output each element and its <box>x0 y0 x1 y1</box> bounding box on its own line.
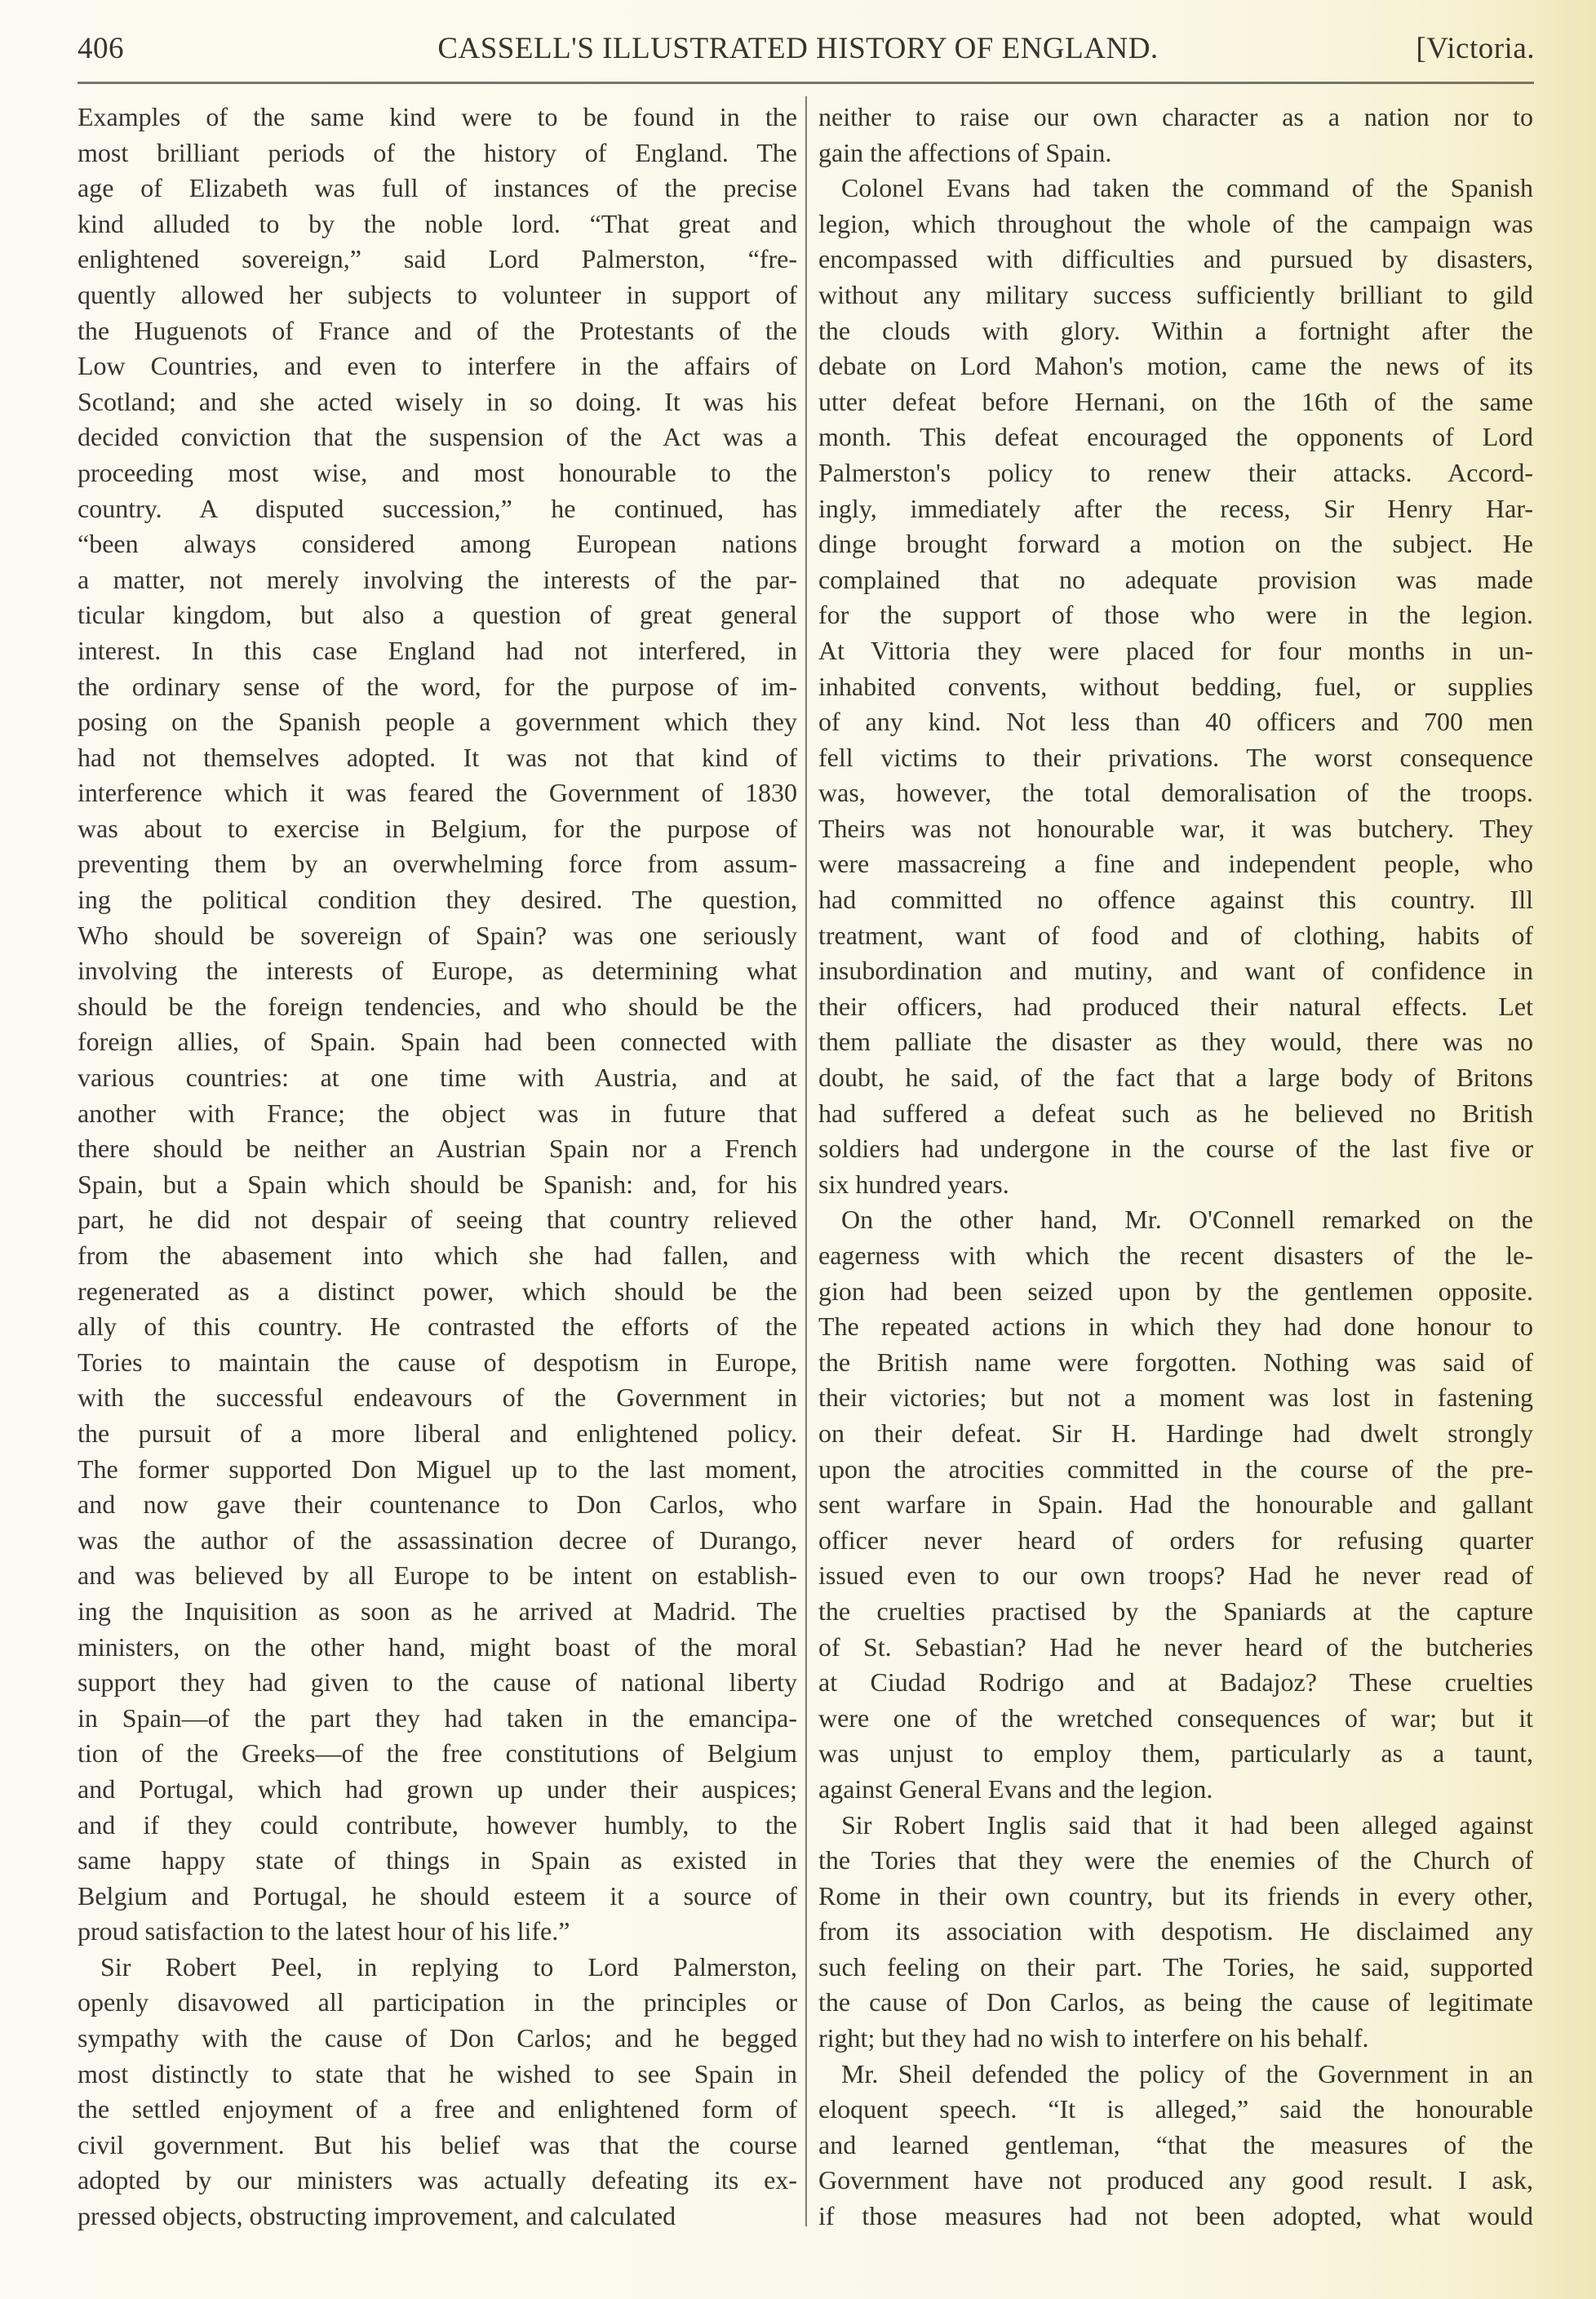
text-line: legion, which throughout the whole of the campaign was <box>818 208 1533 238</box>
text-line: complained that no adequate provision was made <box>818 564 1533 594</box>
text-line: interference which it was feared the Government of 1830 <box>78 778 797 808</box>
text-line: upon the atrocities committed in the course of the pre- <box>818 1454 1533 1484</box>
text-line: civil government. But his belief was that the course <box>78 2129 797 2159</box>
text-line: involving the interests of Europe, as determining what <box>78 956 797 986</box>
text-line: sent warfare in Spain. Had the honourable and gallant <box>818 1489 1533 1520</box>
text-line: the Tories that they were the enemies of the Church of <box>818 1845 1533 1875</box>
text-line: foreign allies, of Spain. Spain had been connected with <box>78 1027 797 1057</box>
text-line: the cause of Don Carlos, as being the cause of legitimate <box>818 1987 1533 2017</box>
text-line: was, however, the total demoralisation of the troops. <box>818 778 1533 808</box>
text-line: kind alluded to by the noble lord. “That great and <box>78 208 797 238</box>
text-line: their officers, had produced their natural effects. Let <box>818 991 1533 1021</box>
text-line: ally of this country. He contrasted the efforts of the <box>78 1311 797 1342</box>
text-line: ing the political condition they desired. The question, <box>78 885 797 915</box>
text-line: posing on the Spanish people a government which they <box>78 707 797 737</box>
text-line: from its association with despotism. He disclaimed any <box>818 1916 1533 1946</box>
running-title: CASSELL'S ILLUSTRATED HISTORY OF ENGLAND. <box>437 32 1159 65</box>
text-line: for the support of those who were in the legion. <box>818 600 1533 630</box>
text-line: regenerated as a distinct power, which should be the <box>78 1276 797 1306</box>
text-line: were massacreing a fine and independent people, who <box>818 849 1533 879</box>
text-line: Scotland; and she acted wisely in so doing. It was his <box>78 386 797 416</box>
text-line: At Vittoria they were placed for four months in un- <box>818 635 1533 665</box>
text-line: insubordination and mutiny, and want of confidence in <box>818 956 1533 986</box>
text-line: without any military success sufficiently brilliant to gild <box>818 279 1533 309</box>
text-line: six hundred years. <box>818 1169 1009 1199</box>
text-line: the cruelties practised by the Spaniards at the capture <box>818 1596 1533 1626</box>
text-line: gion had been seized upon by the gentlemen opposite. <box>818 1276 1533 1306</box>
text-line: The repeated actions in which they had done honour to <box>818 1311 1533 1342</box>
text-line: doubt, he said, of the fact that a large body of Britons <box>818 1063 1533 1093</box>
text-line: The former supported Don Miguel up to the last moment, <box>78 1454 797 1484</box>
text-line: support they had given to the cause of national liberty <box>78 1667 797 1698</box>
text-line: Colonel Evans had taken the command of the Spanish <box>841 173 1533 203</box>
text-line: had not themselves adopted. It was not that kind of <box>78 742 797 772</box>
text-line: age of Elizabeth was full of instances of the precise <box>78 173 797 203</box>
text-line: issued even to our own troops? Had he never read of <box>818 1560 1533 1591</box>
text-line: Theirs was not honourable war, it was butchery. They <box>818 813 1533 843</box>
page-number: 406 <box>78 32 124 65</box>
text-line: them palliate the disaster as they would, there was no <box>818 1027 1533 1057</box>
text-line: country. A disputed succession,” he continued, has <box>78 493 797 523</box>
text-line: debate on Lord Mahon's motion, came the news of its <box>818 351 1533 381</box>
text-line: most brilliant periods of the history of England. The <box>78 137 797 167</box>
text-line: and learned gentleman, “that the measures of the <box>818 2129 1533 2159</box>
text-line: the pursuit of a more liberal and enlightened policy. <box>78 1418 797 1448</box>
text-line: there should be neither an Austrian Spain nor a French <box>78 1134 797 1164</box>
text-line: Sir Robert Inglis said that it had been alleged against <box>841 1809 1533 1840</box>
text-line: officer never heard of orders for refusing quarter <box>818 1525 1533 1555</box>
text-line: eagerness with which the recent disasters of the le- <box>818 1240 1533 1270</box>
text-line: “been always considered among European nations <box>78 529 797 559</box>
text-line: ministers, on the other hand, might boast of the moral <box>78 1631 797 1662</box>
text-line: the clouds with glory. Within a fortnight after the <box>818 315 1533 345</box>
text-line: ing the Inquisition as soon as he arrived at Madrid. The <box>78 1596 797 1626</box>
text-line: on their defeat. Sir H. Hardinge had dwelt strongly <box>818 1418 1533 1448</box>
text-line: ingly, immediately after the recess, Sir Henry Har- <box>818 493 1533 523</box>
text-line: utter defeat before Hernani, on the 16th of the same <box>818 386 1533 416</box>
text-line: ticular kingdom, but also a question of great general <box>78 600 797 630</box>
text-line: decided conviction that the suspension of the Act was a <box>78 422 797 452</box>
text-line: fell victims to their privations. The worst consequence <box>818 742 1533 772</box>
text-line: was about to exercise in Belgium, for the purpose of <box>78 813 797 843</box>
text-line: part, he did not despair of seeing that country relieved <box>78 1205 797 1235</box>
text-line: their victories; but not a moment was lost in fastening <box>818 1383 1533 1413</box>
text-line: another with France; the object was in future that <box>78 1098 797 1128</box>
text-line: interest. In this case England had not interfered, in <box>78 635 797 665</box>
text-line: inhabited convents, without bedding, fuel, or supplies <box>818 671 1533 701</box>
text-line: same happy state of things in Spain as existed in <box>78 1845 797 1875</box>
text-line: the ordinary sense of the word, for the purpose of im- <box>78 671 797 701</box>
text-line: Belgium and Portugal, he should esteem it a source of <box>78 1880 797 1911</box>
text-line: and Portugal, which had grown up under their auspices; <box>78 1773 797 1804</box>
text-line: if those measures had not been adopted, what would <box>818 2201 1533 2231</box>
text-line: in Spain—of the part they had taken in the emancipa- <box>78 1702 797 1733</box>
text-line: Tories to maintain the cause of despotism in Europe, <box>78 1347 797 1377</box>
text-line: Low Countries, and even to interfere in the affairs of <box>78 351 797 381</box>
text-line: proud satisfaction to the latest hour of his life.” <box>78 1916 570 1946</box>
text-line: such feeling on their part. The Tories, he said, supported <box>818 1951 1533 1982</box>
right-column <box>818 100 1533 2235</box>
text-line: with the successful endeavours of the Government in <box>78 1383 797 1413</box>
text-line: sympathy with the cause of Don Carlos; and he begged <box>78 2023 797 2053</box>
text-line: should be the foreign tendencies, and who should be the <box>78 991 797 1021</box>
text-line: tion of the Greeks—of the free constitutions of Belgium <box>78 1738 797 1769</box>
text-line: gain the affections of Spain. <box>818 137 1112 167</box>
text-line: Examples of the same kind were to be found in the <box>78 102 797 131</box>
text-line: Rome in their own country, but its friends in every other, <box>818 1880 1533 1911</box>
text-line: had suffered a defeat such as he believed no British <box>818 1098 1533 1128</box>
text-line: On the other hand, Mr. O'Connell remarked on the <box>841 1205 1533 1235</box>
text-line: Mr. Sheil defended the policy of the Government in an <box>841 2058 1533 2088</box>
text-line: encompassed with difficulties and pursued by disasters, <box>818 244 1533 274</box>
text-line: enlightened sovereign,” said Lord Palmerston, “fre- <box>78 244 797 274</box>
text-line: various countries: at one time with Austria, and at <box>78 1063 797 1093</box>
text-line: Sir Robert Peel, in replying to Lord Palmerston, <box>100 1951 797 1982</box>
text-line: adopted by our ministers was actually defeating its ex- <box>78 2165 797 2195</box>
text-line: most distinctly to state that he wished to see Spain in <box>78 2058 797 2088</box>
text-line: of any kind. Not less than 40 officers and 700 men <box>818 707 1533 737</box>
text-line: the Huguenots of France and of the Protestants of the <box>78 315 797 345</box>
text-line: against General Evans and the legion. <box>818 1773 1213 1804</box>
text-line: Palmerston's policy to renew their attacks. Accord- <box>818 457 1533 487</box>
text-line: and if they could contribute, however humbly, to the <box>78 1809 797 1840</box>
header-rule <box>78 82 1534 84</box>
column-divider <box>805 96 807 2226</box>
text-line: eloquent speech. “It is alleged,” said the honourable <box>818 2094 1533 2124</box>
text-line: from the abasement into which she had fallen, and <box>78 1240 797 1270</box>
text-line: dinge brought forward a motion on the subject. He <box>818 529 1533 559</box>
text-line: Government have not produced any good result. I ask, <box>818 2165 1533 2195</box>
text-line: neither to raise our own character as a nation nor to <box>818 102 1533 131</box>
text-line: pressed objects, obstructing improvement, and calculated <box>78 2201 676 2231</box>
text-line: proceeding most wise, and most honourable to the <box>78 457 797 487</box>
text-line: month. This defeat encouraged the opponents of Lord <box>818 422 1533 452</box>
text-line: preventing them by an overwhelming force from assum- <box>78 849 797 879</box>
text-line: were one of the wretched consequences of war; but it <box>818 1702 1533 1733</box>
text-line: a matter, not merely involving the interests of the par- <box>78 564 797 594</box>
text-line: at Ciudad Rodrigo and at Badajoz? These cruelties <box>818 1667 1533 1698</box>
text-line: of St. Sebastian? Had he never heard of the butcheries <box>818 1631 1533 1662</box>
text-line: right; but they had no wish to interfere on his behalf. <box>818 2023 1369 2053</box>
section-label: [Victoria. <box>1416 32 1535 65</box>
text-line: Spain, but a Spain which should be Spanish: and, for his <box>78 1169 797 1199</box>
text-line: soldiers had undergone in the course of the last five or <box>818 1134 1533 1164</box>
left-column <box>78 100 797 2235</box>
text-line: had committed no offence against this country. Ill <box>818 885 1533 915</box>
text-line: was the author of the assassination decree of Durango, <box>78 1525 797 1555</box>
text-line: quently allowed her subjects to volunteer in support of <box>78 279 797 309</box>
text-line: Who should be sovereign of Spain? was one seriously <box>78 920 797 950</box>
text-line: the settled enjoyment of a free and enlightened form of <box>78 2094 797 2124</box>
text-line: the British name were forgotten. Nothing was said of <box>818 1347 1533 1377</box>
text-line: and was believed by all Europe to be intent on establish- <box>78 1560 797 1591</box>
text-line: was unjust to employ them, particularly as a taunt, <box>818 1738 1533 1769</box>
text-line: and now gave their countenance to Don Carlos, who <box>78 1489 797 1520</box>
text-line: openly disavowed all participation in the principles or <box>78 1987 797 2017</box>
text-line: treatment, want of food and of clothing, habits of <box>818 920 1533 950</box>
